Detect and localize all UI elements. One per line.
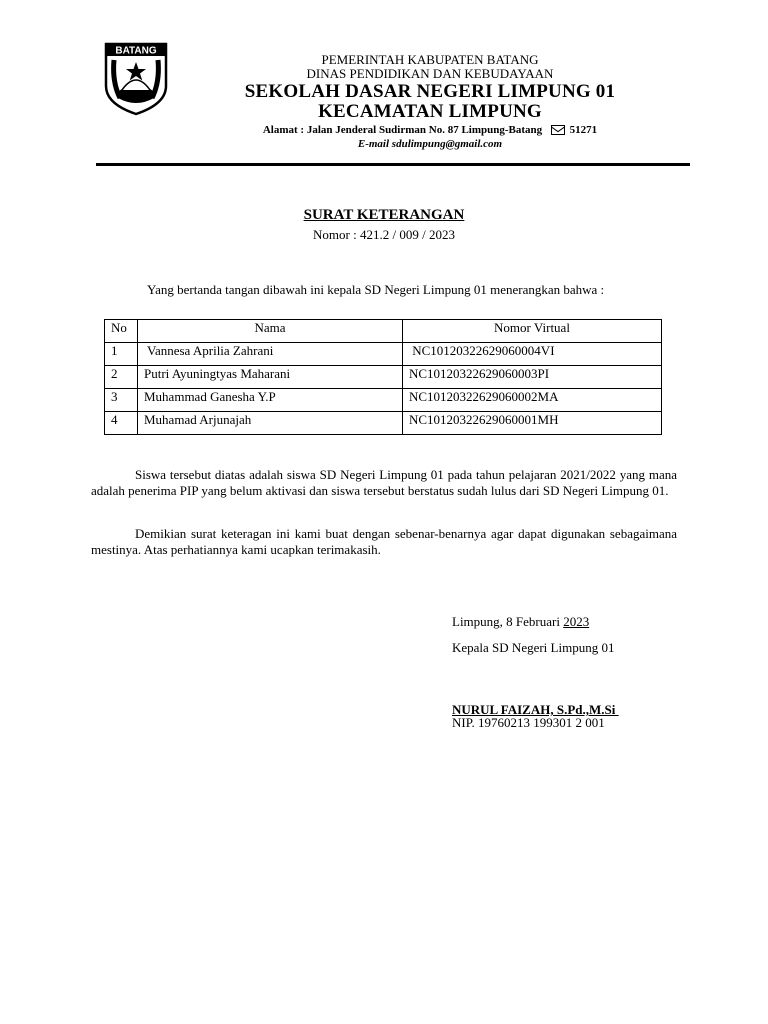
address-text: Alamat : Jalan Jenderal Sudirman No. 87 Limpung-Batang bbox=[262, 124, 543, 136]
date-year: 2023 bbox=[563, 614, 590, 629]
cell-name: Muhamad Arjunajah bbox=[138, 412, 403, 435]
table-header-row bbox=[105, 320, 662, 343]
signer-position: Kepala SD Negeri Limpung 01 bbox=[452, 640, 615, 655]
cell-virtual-number: NC10120322629060002MA bbox=[403, 389, 662, 412]
postcode: 51271 bbox=[569, 124, 598, 136]
body-paragraph-closing: Demikian surat keteragan ini kami buat dengan sebenar-benarnya agar dapat digunakan sebagaimana mestinya. Atas perhatiannya kami ucapkan terimakasih. bbox=[91, 526, 677, 557]
header-district: KECAMATAN LIMPUNG bbox=[318, 101, 542, 122]
cell-name: Muhammad Ganesha Y.P bbox=[138, 389, 403, 412]
header-address bbox=[170, 124, 690, 136]
signer-name: NURUL FAIZAH, S.Pd.,M.Si bbox=[452, 702, 619, 717]
table-row bbox=[105, 366, 662, 389]
letter-number: Nomor : 421.2 / 009 / 2023 bbox=[313, 227, 455, 242]
cell-name: Putri Ayuningtyas Maharani bbox=[138, 366, 403, 389]
cell-name: Vannesa Aprilia Zahrani bbox=[138, 343, 403, 366]
col-header-virtual-number: Nomor Virtual bbox=[403, 320, 662, 343]
body-paragraph-status: Siswa tersebut diatas adalah siswa SD Negeri Limpung 01 pada tahun pelajaran 2021/2022 yang mana adalah penerima PIP yang belum aktivasi dan siswa tersebut berstatus sudah lulus dari SD Negeri Limpung 01. bbox=[91, 467, 677, 498]
place-date bbox=[452, 614, 589, 630]
table-row bbox=[105, 389, 662, 412]
col-header-name: Nama bbox=[138, 320, 403, 343]
logo-label: BATANG bbox=[115, 45, 157, 57]
table-row bbox=[105, 343, 662, 366]
header-line-department: DINAS PENDIDIKAN DAN KEBUDAYAAN bbox=[306, 66, 554, 81]
header-school-name: SEKOLAH DASAR NEGERI LIMPUNG 01 bbox=[244, 81, 616, 102]
cell-no: 1 bbox=[105, 343, 138, 366]
cell-no: 3 bbox=[105, 389, 138, 412]
intro-paragraph: Yang bertanda tangan dibawah ini kepala SD Negeri Limpung 01 menerangkan bahwa : bbox=[147, 282, 605, 297]
regency-logo bbox=[102, 42, 170, 116]
cell-no: 4 bbox=[105, 412, 138, 435]
header-email: E-mail sdulimpung@gmail.com bbox=[357, 138, 503, 150]
envelope-icon bbox=[551, 125, 565, 135]
cell-virtual-number: NC10120322629060004VI bbox=[403, 343, 662, 366]
place-date-text: Limpung, 8 Februari bbox=[452, 614, 564, 629]
letter-title: SURAT KETERANGAN bbox=[303, 207, 465, 223]
col-header-no: No bbox=[105, 320, 138, 343]
cell-no: 2 bbox=[105, 366, 138, 389]
student-table bbox=[104, 319, 662, 435]
cell-virtual-number: NC10120322629060001MH bbox=[403, 412, 662, 435]
header-divider bbox=[96, 163, 690, 166]
header-line-government: PEMERINTAH KABUPATEN BATANG bbox=[321, 52, 539, 67]
cell-virtual-number: NC10120322629060003PI bbox=[403, 366, 662, 389]
table-row bbox=[105, 412, 662, 435]
signer-nip: NIP. 19760213 199301 2 001 bbox=[452, 715, 605, 730]
